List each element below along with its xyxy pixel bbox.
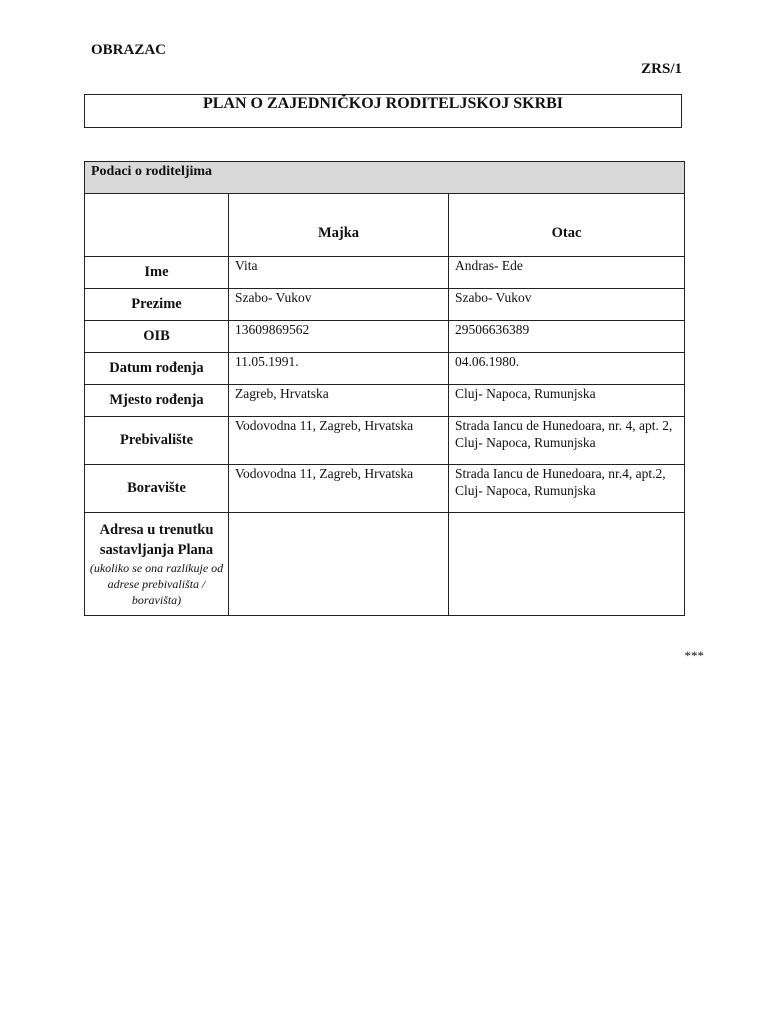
address-row-label: Adresa u trenutku sastavljanja Plana xyxy=(99,522,214,558)
column-header-row xyxy=(85,194,685,257)
document-title: PLAN O ZAJEDNIČKOJ RODITELJSKOJ SKRBI xyxy=(202,95,564,112)
mother-value: Vita xyxy=(229,257,449,289)
table-row xyxy=(85,289,685,321)
mother-value: Szabo- Vukov xyxy=(229,289,449,321)
address-row xyxy=(85,513,685,616)
address-row-label-cell xyxy=(85,513,229,616)
father-value: Strada Iancu de Hunedoara, nr. 4, apt. 2, Cluj- Napoca, Rumunjska xyxy=(449,417,685,465)
row-label: Mjesto rođenja xyxy=(85,385,229,417)
row-label: Prebivalište xyxy=(85,417,229,465)
table-row xyxy=(85,417,685,465)
table-row xyxy=(85,465,685,513)
father-value: 29506636389 xyxy=(449,321,685,353)
father-address-value xyxy=(449,513,685,616)
table-row xyxy=(85,257,685,289)
parents-data-table xyxy=(84,161,685,616)
mother-value: Vodovodna 11, Zagreb, Hrvatska xyxy=(229,417,449,465)
table-row xyxy=(85,321,685,353)
mother-value: 13609869562 xyxy=(229,321,449,353)
section-title-cell xyxy=(85,162,685,194)
father-value: 04.06.1980. xyxy=(449,353,685,385)
mother-address-value xyxy=(229,513,449,616)
father-value: Szabo- Vukov xyxy=(449,289,685,321)
mother-value: 11.05.1991. xyxy=(229,353,449,385)
row-label: Boravište xyxy=(85,465,229,513)
section-title: Podaci o roditeljima xyxy=(91,164,213,179)
father-value: Strada Iancu de Hunedoara, nr.4, apt.2, Cluj- Napoca, Rumunjska xyxy=(449,465,685,513)
column-header-empty xyxy=(85,194,229,257)
column-header-father xyxy=(449,194,685,257)
section-separator: *** xyxy=(684,648,704,663)
document-title-box xyxy=(84,94,682,128)
column-header-mother-label: Majka xyxy=(317,225,360,241)
form-label: OBRAZAC xyxy=(91,42,167,58)
mother-value: Vodovodna 11, Zagreb, Hrvatska xyxy=(229,465,449,513)
father-value: Andras- Ede xyxy=(449,257,685,289)
table-row xyxy=(85,385,685,417)
father-value: Cluj- Napoca, Rumunjska xyxy=(449,385,685,417)
mother-value: Zagreb, Hrvatska xyxy=(229,385,449,417)
address-row-note: (ukoliko se ona razlikuje od adrese prebivališta / boravišta) xyxy=(89,561,224,607)
row-label: Prezime xyxy=(85,289,229,321)
column-header-mother xyxy=(229,194,449,257)
form-code: ZRS/1 xyxy=(641,61,682,77)
table-row xyxy=(85,353,685,385)
row-label: Datum rođenja xyxy=(85,353,229,385)
row-label: OIB xyxy=(85,321,229,353)
column-header-father-label: Otac xyxy=(551,225,582,241)
section-header-row xyxy=(85,162,685,194)
row-label: Ime xyxy=(85,257,229,289)
